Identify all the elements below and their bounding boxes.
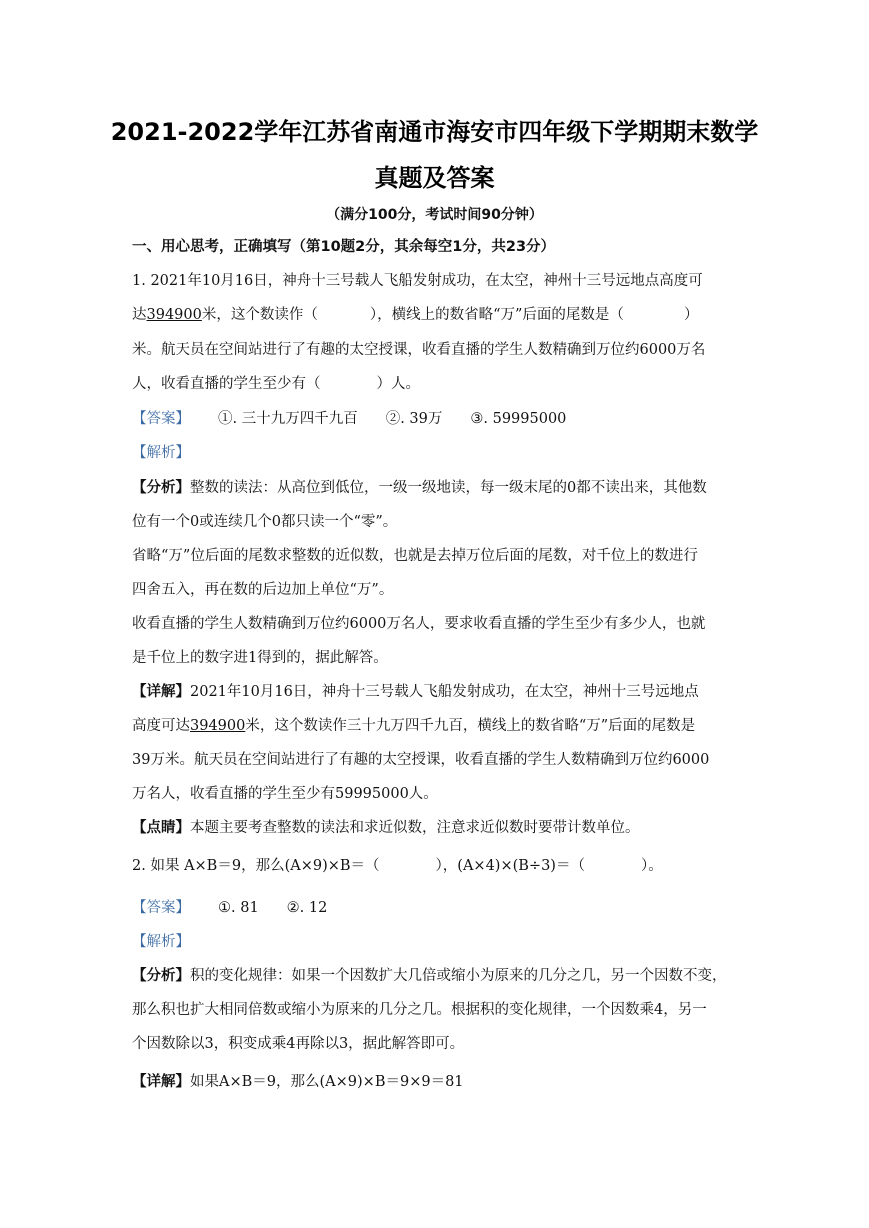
q2-expression-1: (A×9)×B＝ xyxy=(284,858,366,874)
q1-text: 达 xyxy=(132,307,147,323)
fenxi-text: 整数的读法：从高位到低位，一级一级地读，每一级末尾的0都不读出来，其他数 xyxy=(190,480,707,496)
q1-fenxi-line2: 位有一个0或连续几个0都只读一个“零”。 xyxy=(132,514,398,530)
q1-underlined-number: 394900 xyxy=(190,718,246,734)
xiangjie-label: 【详解】 xyxy=(132,684,190,700)
q1-line2 xyxy=(132,305,752,325)
q2-text: 2. 如果 xyxy=(132,858,180,874)
answer-label: 【答案】 xyxy=(132,411,190,427)
q1-text: ）人。 xyxy=(376,376,420,392)
q2-text: ）， xyxy=(435,858,458,874)
q2-question xyxy=(132,856,752,876)
q2-text: （ xyxy=(365,858,380,874)
xiangjie-text: 高度可达 xyxy=(132,718,190,734)
fenxi-label: 【分析】 xyxy=(132,968,190,984)
q1-fenxi-line4: 四舍五入，再在数的后边加上单位“万”。 xyxy=(132,582,394,598)
answer-label: 【答案】 xyxy=(132,900,190,916)
q2-fenxi-line2: 那么积也扩大相同倍数或缩小为原来的几分之几。根据积的变化规律，一个因数乘4，另一 xyxy=(132,1002,707,1018)
exam-note: （满分100分，考试时间90分钟） xyxy=(326,207,543,223)
q2-fenxi-line3: 个因数除以3，积变成乘4再除以3，据此解答即可。 xyxy=(132,1036,465,1052)
q1-text: 米，这个数读作（ xyxy=(201,307,318,323)
q1-line4 xyxy=(132,374,752,394)
q1-text: ），横线上的数省略“万”后面的尾数是（ xyxy=(369,307,624,323)
q2-analysis-label: 【解析】 xyxy=(132,934,190,950)
section-heading: 一、用心思考，正确填写（第10题2分，其余每空1分，共23分） xyxy=(132,239,556,255)
q1-line1: 1. 2021年10月16日，神舟十三号载人飞船发射成功，在太空，神州十三号远地点高度可 xyxy=(132,273,703,289)
q1-xiangjie-line4: 万名人，收看直播的学生至少有59995000人。 xyxy=(132,786,438,802)
q1-analysis-label: 【解析】 xyxy=(132,445,190,461)
answer-item: ②. 12 xyxy=(286,900,328,916)
q2-text: ，那么 xyxy=(241,858,285,874)
xiangjie-text: 2021年10月16日，神舟十三号载人飞船发射成功，在太空，神州十三号远地点 xyxy=(190,684,699,700)
q2-condition: A×B＝9 xyxy=(184,858,242,874)
q2-xiangjie-expression: (A×9)×B＝9×9＝81 xyxy=(319,1074,464,1090)
q1-fenxi-line5: 收看直播的学生人数精确到万位约6000万名人，要求收看直播的学生至少有多少人，也就 xyxy=(132,616,706,632)
answer-item: ①. 81 xyxy=(218,900,259,916)
answer-item: ①. 三十九万四千九百 xyxy=(218,411,358,427)
q1-text: 人，收看直播的学生至少有（ xyxy=(132,376,321,392)
answer-item: ③. 59995000 xyxy=(470,411,567,427)
q1-fenxi-line6: 是千位上的数字进1得到的，据此解答。 xyxy=(132,650,388,666)
q2-text: （ xyxy=(570,858,585,874)
q2-condition: A×B＝9 xyxy=(219,1074,277,1090)
document-title-line2: 真题及答案 xyxy=(374,164,495,192)
q1-line3: 米。航天员在空间站进行了有趣的太空授课，收看直播的学生人数精确到万位约6000万名 xyxy=(132,342,706,358)
q1-underlined-number: 394900 xyxy=(146,307,202,323)
xiangjie-text: ，那么 xyxy=(276,1074,320,1090)
q2-expression-2: (A×4)×(B÷3)＝ xyxy=(457,858,571,874)
q2-fenxi-line1 xyxy=(132,966,752,986)
xiangjie-text: 如果 xyxy=(190,1074,219,1090)
document-title-line1: 2021-2022学年江苏省南通市海安市四年级下学期期末数学 xyxy=(110,118,759,146)
q2-xiangjie xyxy=(132,1072,752,1092)
fenxi-label: 【分析】 xyxy=(132,480,190,496)
q1-dianjing xyxy=(132,818,752,838)
dianjing-label: 【点睛】 xyxy=(132,820,190,836)
dianjing-text: 本题主要考查整数的读法和求近似数，注意求近似数时要带计数单位。 xyxy=(190,820,640,836)
q1-fenxi-line1 xyxy=(132,478,752,498)
q1-xiangjie-line1 xyxy=(132,682,752,702)
q1-xiangjie-line3: 39万米。航天员在空间站进行了有趣的太空授课，收看直播的学生人数精确到万位约6000 xyxy=(132,752,710,768)
q2-answer xyxy=(132,898,752,918)
q1-xiangjie-line2 xyxy=(132,716,752,736)
q2-text: ）。 xyxy=(640,858,663,874)
fenxi-text: 积的变化规律：如果一个因数扩大几倍或缩小为原来的几分之几，另一个因数不变， xyxy=(190,968,727,984)
xiangjie-text: 米，这个数读作三十九万四千九百，横线上的数省略“万”后面的尾数是 xyxy=(245,718,696,734)
q1-answer xyxy=(132,409,752,429)
xiangjie-label: 【详解】 xyxy=(132,1074,190,1090)
answer-item: ②. 39万 xyxy=(385,411,443,427)
q1-text: ） xyxy=(683,307,699,323)
q1-fenxi-line3: 省略“万”位后面的尾数求整数的近似数，也就是去掉万位后面的尾数，对千位上的数进行 xyxy=(132,548,698,564)
